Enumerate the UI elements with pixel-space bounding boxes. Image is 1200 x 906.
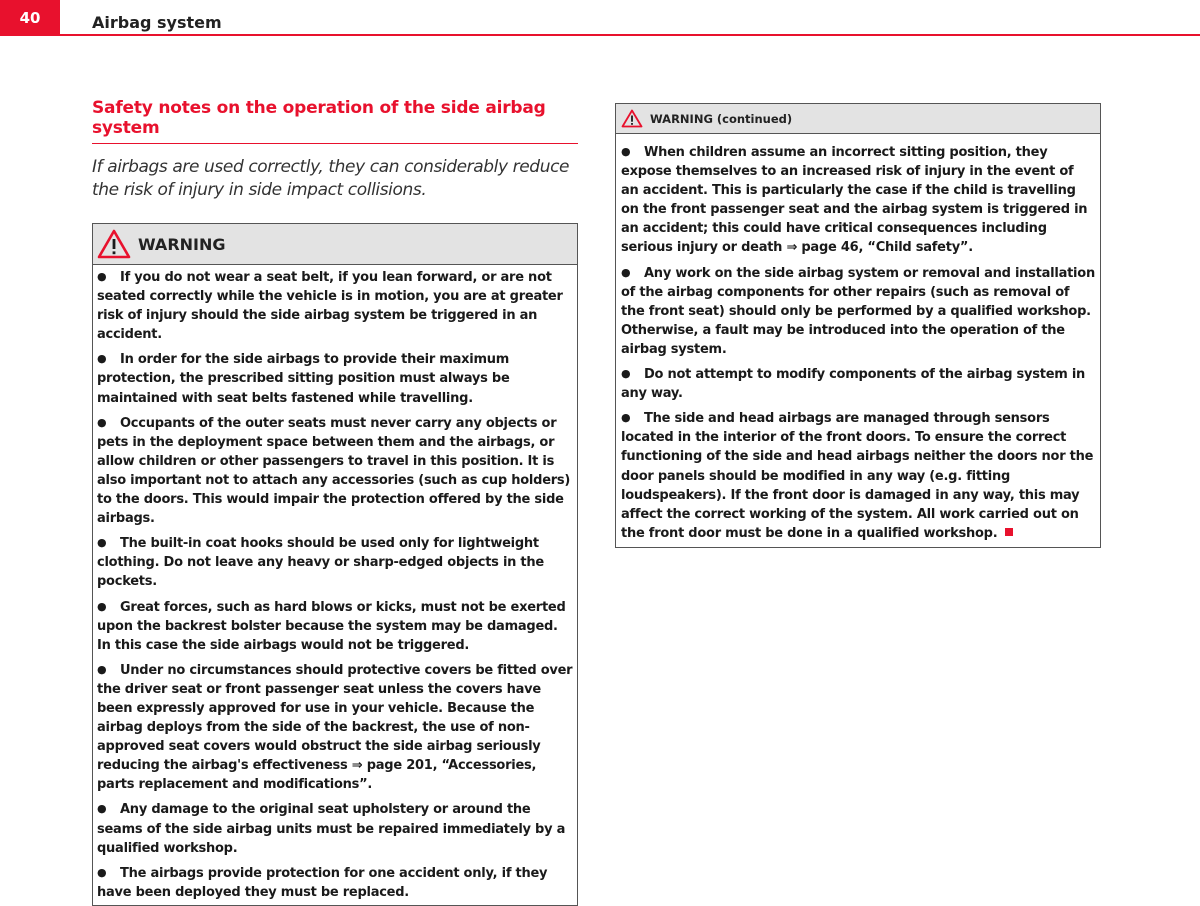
warning-item bbox=[97, 597, 573, 655]
bullet: ● bbox=[621, 265, 631, 279]
bullet: ● bbox=[97, 802, 107, 816]
warning-item-text: If you do not wear a seat belt, if you lean forward, or are not seated correctly while the vehicle is in motion, you are at greater risk of injury should the side airbag system be triggered in an accident. bbox=[97, 270, 563, 343]
warning-item-text: When children assume an incorrect sitting position, they expose themselves to an increased risk of injury in the event of an accident. This is particularly the case if the child is travelling on the front passenger seat and the airbag system is triggered in an accident; this could have critical consequences including serious injury or death ⇒ page 46, “Child safety”. bbox=[621, 145, 1088, 256]
warning-body bbox=[93, 265, 577, 905]
header-rule bbox=[0, 34, 1200, 36]
intro-text: If airbags are used correctly, they can considerably reduce the risk of injury in side impact collisions. bbox=[92, 157, 570, 200]
bullet: ● bbox=[97, 662, 107, 676]
warning-item bbox=[97, 267, 573, 344]
bullet: ● bbox=[97, 536, 107, 550]
warning-item bbox=[97, 533, 573, 591]
warning-item bbox=[621, 263, 1095, 359]
left-column bbox=[92, 98, 578, 906]
warning-item bbox=[621, 364, 1095, 403]
warning-box bbox=[92, 223, 578, 906]
warning-continued-title: WARNING (continued) bbox=[650, 111, 793, 126]
warning-item bbox=[97, 349, 573, 407]
warning-item bbox=[97, 660, 573, 795]
bullet: ● bbox=[621, 145, 631, 158]
bullet: ● bbox=[97, 865, 107, 879]
warning-item bbox=[621, 142, 1095, 258]
warning-item bbox=[97, 413, 573, 529]
warning-item-text: In order for the side airbags to provide their maximum protection, the prescribed sitting position must always be maintained with seat belts fastened while travelling. bbox=[97, 352, 510, 406]
warning-item-text: Do not attempt to modify components of the airbag system in any way. bbox=[621, 367, 1086, 402]
bullet: ● bbox=[621, 411, 631, 425]
warning-item bbox=[97, 863, 573, 902]
bullet: ● bbox=[97, 415, 107, 429]
warning-item-text: Occupants of the outer seats must never carry any objects or pets in the deployment space between them and the airbags, or allow children or other passengers to travel in this position. It is also important not to attach any accessories (such as cup holders) to the doors. This would impair the protection offered by the side airbags. bbox=[97, 415, 571, 527]
warning-continued-box bbox=[615, 103, 1101, 548]
warning-item bbox=[97, 799, 573, 857]
bullet: ● bbox=[97, 352, 107, 366]
warning-triangle-icon bbox=[97, 229, 131, 259]
bullet: ● bbox=[97, 599, 107, 613]
bullet: ● bbox=[621, 367, 631, 381]
warning-item-text: Under no circumstances should protective covers be fitted over the driver seat or front passenger seat unless the covers have been expressly approved for use in your vehicle. Because the airbag deploys from the side of the backrest, the use of non-approved seat covers would obstruct the side airbag seriously reducing the airbag's effectiveness ⇒ page 201, “Accessories, parts replacement and modifications”. bbox=[97, 662, 573, 793]
page-number: 40 bbox=[0, 0, 60, 36]
bullet: ● bbox=[97, 270, 107, 283]
running-head: Airbag system bbox=[92, 13, 222, 32]
warning-item-text: Great forces, such as hard blows or kicks, must not be exerted upon the backrest bolster because the system may be damaged. In this case the side airbags would not be triggered. bbox=[97, 599, 566, 653]
warning-item bbox=[621, 408, 1095, 543]
warning-item-text: Any damage to the original seat upholstery or around the seams of the side airbag units must be repaired immediately by a qualified workshop. bbox=[97, 802, 566, 856]
warning-continued-header bbox=[616, 104, 1100, 134]
right-column bbox=[615, 103, 1101, 548]
warning-item-text: Any work on the side airbag system or removal and installation of the airbag components for other repairs (such as removal of the front seat) should only be performed by a qualified workshop. Otherwise, a fault may be introduced into the operation of the airbag system. bbox=[621, 265, 1095, 357]
warning-triangle-icon bbox=[621, 109, 643, 128]
warning-header bbox=[93, 224, 577, 265]
warning-item-text: The airbags provide protection for one accident only, if they have been deployed they must be replaced. bbox=[97, 865, 548, 900]
warning-item-text: The built-in coat hooks should be used only for lightweight clothing. Do not leave any heavy or sharp-edged objects in the pockets. bbox=[97, 536, 544, 590]
warning-title: WARNING bbox=[138, 234, 226, 254]
warning-continued-body bbox=[616, 134, 1100, 547]
end-of-section-marker bbox=[1005, 528, 1013, 536]
warning-item-text: The side and head airbags are managed through sensors located in the interior of the front doors. To ensure the correct functioning of the side and head airbags neither the doors nor the door panels should be modified in any way (e.g. fitting loudspeakers). If the front door is damaged in any way, this may affect the correct working of the system. All work carried out on the front door must be done in a qualified workshop. bbox=[621, 411, 1094, 541]
section-title: Safety notes on the operation of the side airbag system bbox=[92, 98, 578, 144]
